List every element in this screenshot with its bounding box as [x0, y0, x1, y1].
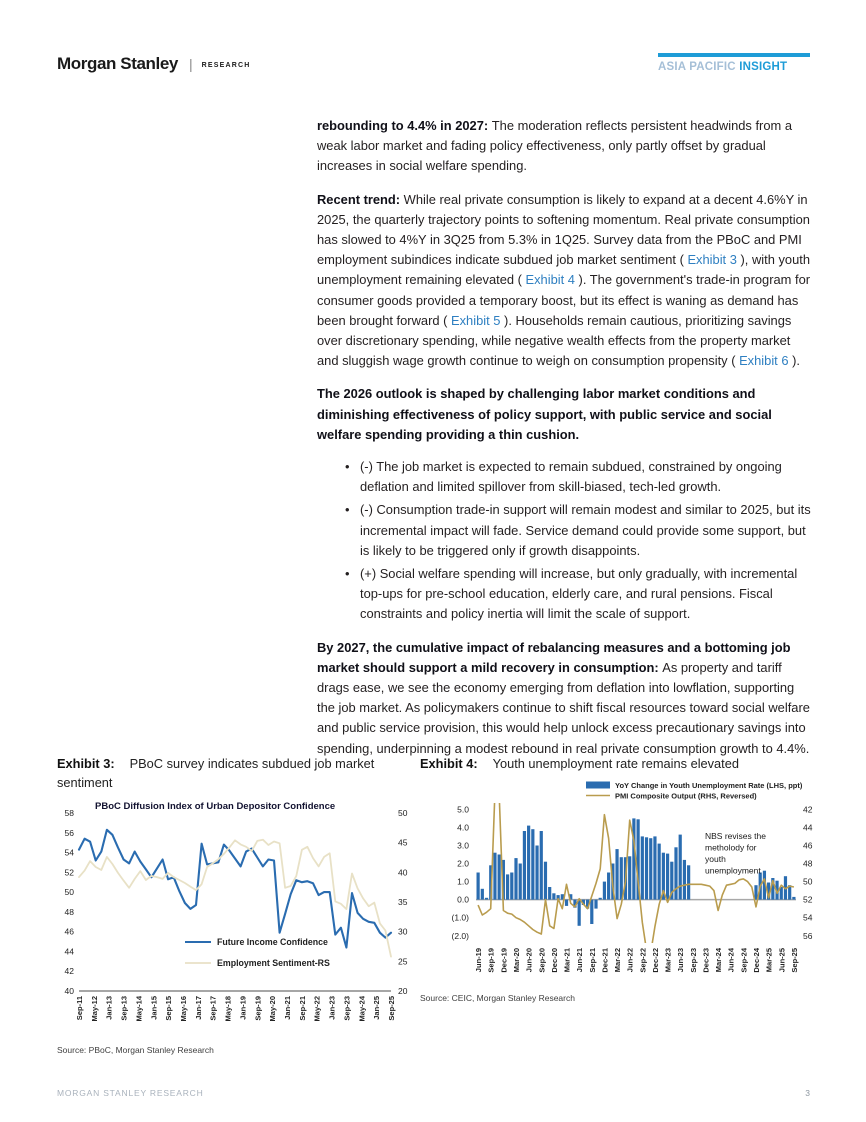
svg-text:Jun-20: Jun-20	[524, 947, 534, 972]
svg-text:May-16: May-16	[179, 996, 188, 1022]
exhibit4-header	[420, 755, 814, 774]
exhibit-link[interactable]: Exhibit 5	[451, 312, 501, 328]
text-segment: Recent trend:	[317, 191, 404, 207]
svg-text:Dec-19: Dec-19	[499, 947, 509, 973]
svg-text:Jan-21: Jan-21	[283, 996, 292, 1020]
svg-text:metholody for: metholody for	[705, 842, 757, 852]
svg-text:Mar-23: Mar-23	[663, 947, 673, 972]
svg-text:Dec-20: Dec-20	[549, 947, 559, 973]
svg-text:Sep-24: Sep-24	[739, 947, 749, 973]
svg-text:Sep-13: Sep-13	[119, 996, 129, 1021]
svg-text:Future Income Confidence: Future Income Confidence	[217, 937, 328, 947]
exhibit4-chart	[420, 779, 814, 990]
header-logo	[57, 54, 251, 74]
svg-text:4.0: 4.0	[457, 821, 469, 832]
svg-text:40: 40	[398, 867, 408, 878]
svg-text:54: 54	[64, 847, 74, 858]
svg-text:Sep-23: Sep-23	[688, 947, 698, 973]
svg-text:Sep-25: Sep-25	[789, 947, 799, 973]
svg-text:44: 44	[64, 946, 74, 957]
text-segment: The 2026 outlook is shaped by challenging labor market conditions and diminishing effectiveness of policy support, with public service and social welfare spending providing a thin cushion.	[317, 386, 772, 442]
svg-text:Sep-11: Sep-11	[75, 996, 84, 1021]
svg-text:Jan-17: Jan-17	[193, 996, 203, 1020]
exhibit3-chart	[57, 797, 417, 1042]
svg-text:(2.0): (2.0)	[451, 930, 469, 941]
text-segment: ). The government's trade-in program for consumer goods provided a temporary boost, but its effect is waning as demand has been brought forward (	[317, 272, 811, 328]
svg-text:Jun-23: Jun-23	[676, 947, 686, 972]
region-label: ASIA PACIFIC	[658, 61, 740, 73]
text-segment: As property and tariff drags ease, we see the economy emerging from deflation into lowflation, supporting the job market. As policymakers continue to shift fiscal resources toward social welfare and public service provision, this would help unlock excess precautionary savings into spending, underpinning a modest rebound in real private consumption growth to 4.4%.	[317, 659, 810, 756]
research-label: RESEARCH	[201, 61, 251, 69]
svg-text:Mar-20: Mar-20	[512, 947, 521, 972]
svg-text:Dec-21: Dec-21	[600, 947, 610, 973]
svg-text:5.0: 5.0	[457, 803, 469, 814]
svg-text:35: 35	[398, 897, 408, 907]
text-segment: By 2027, the cumulative impact of rebalancing measures and a bottoming job market should support a mild recovery in consumption:	[317, 639, 791, 675]
svg-text:48: 48	[64, 906, 74, 917]
exhibit3-source: Source: PBoC, Morgan Stanley Research	[57, 1045, 214, 1055]
svg-text:PMI Composite Output (RHS, Rev: PMI Composite Output (RHS, Reversed)	[615, 791, 757, 800]
svg-text:youth: youth	[705, 853, 726, 864]
product-label: INSIGHT	[739, 61, 788, 73]
svg-text:45: 45	[398, 837, 408, 848]
exhibit4-source: Source: CEIC, Morgan Stanley Research	[420, 992, 575, 1003]
svg-text:Mar-24: Mar-24	[714, 947, 724, 972]
svg-text:48: 48	[803, 858, 813, 868]
text-segment: ).	[788, 353, 800, 369]
badge-bar	[658, 53, 810, 57]
exhibit3-section	[57, 755, 417, 1055]
svg-text:Mar-25: Mar-25	[764, 947, 774, 972]
svg-text:46: 46	[803, 840, 813, 850]
footer-brand: MORGAN STANLEY RESEARCH	[57, 1088, 204, 1098]
svg-text:Mar-21: Mar-21	[562, 947, 572, 972]
svg-text:Sep-19: Sep-19	[486, 947, 496, 973]
svg-text:50: 50	[398, 808, 408, 818]
svg-text:May-22: May-22	[312, 996, 322, 1022]
svg-text:May-18: May-18	[223, 996, 233, 1022]
body-text	[317, 116, 815, 772]
svg-text:2.0: 2.0	[457, 858, 469, 868]
bullet-item: • (+) Social welfare spending will increase, but only gradually, with incremental top-ups for pre-school education, elderly care, and rural pensions. Fiscal constraints and policy inertia will limit the scale of support.	[345, 564, 815, 625]
badge-text	[658, 61, 810, 73]
text-segment: While real private consumption is likely to expand at a decent 4.6%Y in 2025, the quarterly trajectory points to softening momentum. Real private consumption has slowed to 4%Y in 3Q25 from 5.3% in 1Q25. Survey data from the PBoC and PMI employment subindices indicate subdued job market sentiment (	[317, 191, 810, 268]
svg-text:40: 40	[64, 986, 74, 996]
paragraph-rebound	[317, 116, 815, 177]
svg-text:Sep-19: Sep-19	[253, 996, 263, 1021]
svg-text:Jan-25: Jan-25	[372, 996, 382, 1020]
paragraph-recent-trend	[317, 190, 815, 372]
svg-text:Sep-15: Sep-15	[164, 996, 174, 1021]
svg-text:Jun-24: Jun-24	[726, 947, 736, 972]
svg-text:Sep-22: Sep-22	[638, 947, 648, 973]
exhibit-link[interactable]: Exhibit 3	[687, 252, 737, 268]
svg-text:Jan-13: Jan-13	[104, 996, 114, 1020]
logo-divider: |	[188, 56, 193, 72]
svg-text:Sep-25: Sep-25	[387, 996, 396, 1021]
svg-text:50: 50	[803, 876, 813, 887]
svg-text:May-12: May-12	[89, 996, 99, 1022]
svg-text:Jan-19: Jan-19	[238, 996, 248, 1020]
exhibit3-header	[57, 755, 417, 792]
svg-text:Jun-19: Jun-19	[474, 947, 484, 972]
svg-text:Dec-23: Dec-23	[701, 947, 711, 973]
svg-text:PBoC Diffusion Index of Urban: PBoC Diffusion Index of Urban Depositor Confidence	[95, 801, 336, 812]
svg-text:56: 56	[803, 930, 813, 941]
exhibit-link[interactable]: Exhibit 6	[739, 353, 789, 369]
svg-text:54: 54	[803, 912, 813, 923]
svg-text:May-14: May-14	[134, 996, 144, 1022]
svg-text:Dec-24: Dec-24	[752, 947, 761, 973]
svg-text:Jun-25: Jun-25	[777, 947, 787, 972]
svg-text:Jan-15: Jan-15	[149, 996, 159, 1020]
insight-badge	[658, 53, 810, 73]
text-segment: ), with youth unemployment remaining elevated (	[317, 252, 810, 288]
svg-text:44: 44	[803, 821, 813, 832]
svg-text:Sep-21: Sep-21	[587, 947, 597, 973]
svg-text:58: 58	[64, 808, 74, 818]
page-number: 3	[805, 1088, 810, 1098]
svg-text:42: 42	[64, 966, 74, 977]
text-segment: rebounding to 4.4% in 2027:	[317, 118, 492, 133]
svg-text:Sep-23: Sep-23	[342, 996, 352, 1021]
svg-text:May-24: May-24	[357, 996, 367, 1022]
svg-text:56: 56	[64, 827, 74, 838]
exhibit4-label: Exhibit 4:	[420, 756, 478, 771]
svg-text:3.0: 3.0	[457, 840, 469, 850]
bullet-item: • (-) The job market is expected to remain subdued, constrained by ongoing deflation and limited spillover from skill-biased, tech-led growth.	[345, 457, 815, 497]
svg-text:Dec-22: Dec-22	[650, 947, 660, 973]
svg-text:20: 20	[398, 986, 408, 996]
svg-text:50: 50	[64, 887, 74, 898]
paragraph-2026-outlook	[317, 384, 815, 445]
page-footer	[57, 1088, 810, 1098]
svg-text:25: 25	[398, 956, 408, 967]
exhibit4-section	[420, 755, 814, 1003]
svg-text:Employment Sentiment-RS: Employment Sentiment-RS	[217, 958, 330, 968]
svg-text:Jan-23: Jan-23	[327, 996, 337, 1020]
text-segment: ). Households remain cautious, prioritizing savings over discretionary spending, while negative wealth effects from the property market and sluggish wage growth continue to weigh on consumption propensity (	[317, 312, 792, 369]
text-segment: The moderation reflects persistent headwinds from a weak labor market and fading policy effectiveness, only partly offset by gradual increases in social welfare spending.	[317, 118, 792, 174]
svg-text:0.0: 0.0	[457, 894, 469, 905]
svg-text:unemployment: unemployment	[705, 865, 761, 875]
svg-text:42: 42	[803, 803, 813, 814]
svg-text:30: 30	[398, 926, 408, 937]
svg-text:(1.0): (1.0)	[451, 912, 469, 923]
svg-text:NBS revises the: NBS revises the	[705, 830, 766, 841]
svg-text:Jun-22: Jun-22	[625, 947, 635, 972]
bullet-item: • (-) Consumption trade-in support will remain modest and similar to 2025, but its incremental impact will fade. Service demand could provide some support, but is likely to be triggered only if growth disappoints.	[345, 500, 815, 561]
exhibit3-label: Exhibit 3:	[57, 756, 115, 771]
exhibit4-title: Youth unemployment rate remains elevated	[492, 756, 739, 771]
brand-text: Morgan Stanley	[57, 54, 178, 73]
svg-text:52: 52	[64, 867, 74, 878]
svg-text:1.0: 1.0	[457, 876, 469, 887]
svg-text:May-20: May-20	[268, 996, 278, 1022]
svg-text:Jun-21: Jun-21	[575, 947, 585, 972]
paragraph-2027	[317, 638, 815, 759]
svg-text:Sep-17: Sep-17	[208, 996, 218, 1021]
svg-text:Sep-21: Sep-21	[297, 996, 307, 1021]
exhibit3-title: PBoC survey indicates subdued job market sentiment	[57, 756, 375, 790]
bullet-list	[317, 457, 815, 625]
svg-text:46: 46	[64, 926, 74, 937]
svg-text:Mar-22: Mar-22	[613, 947, 623, 972]
svg-text:Sep-20: Sep-20	[537, 947, 547, 973]
exhibit-link[interactable]: Exhibit 4	[525, 272, 575, 288]
svg-text:52: 52	[803, 894, 813, 905]
svg-text:YoY Change in Youth Unemployme: YoY Change in Youth Unemployment Rate (LHS, ppt)	[615, 780, 803, 790]
